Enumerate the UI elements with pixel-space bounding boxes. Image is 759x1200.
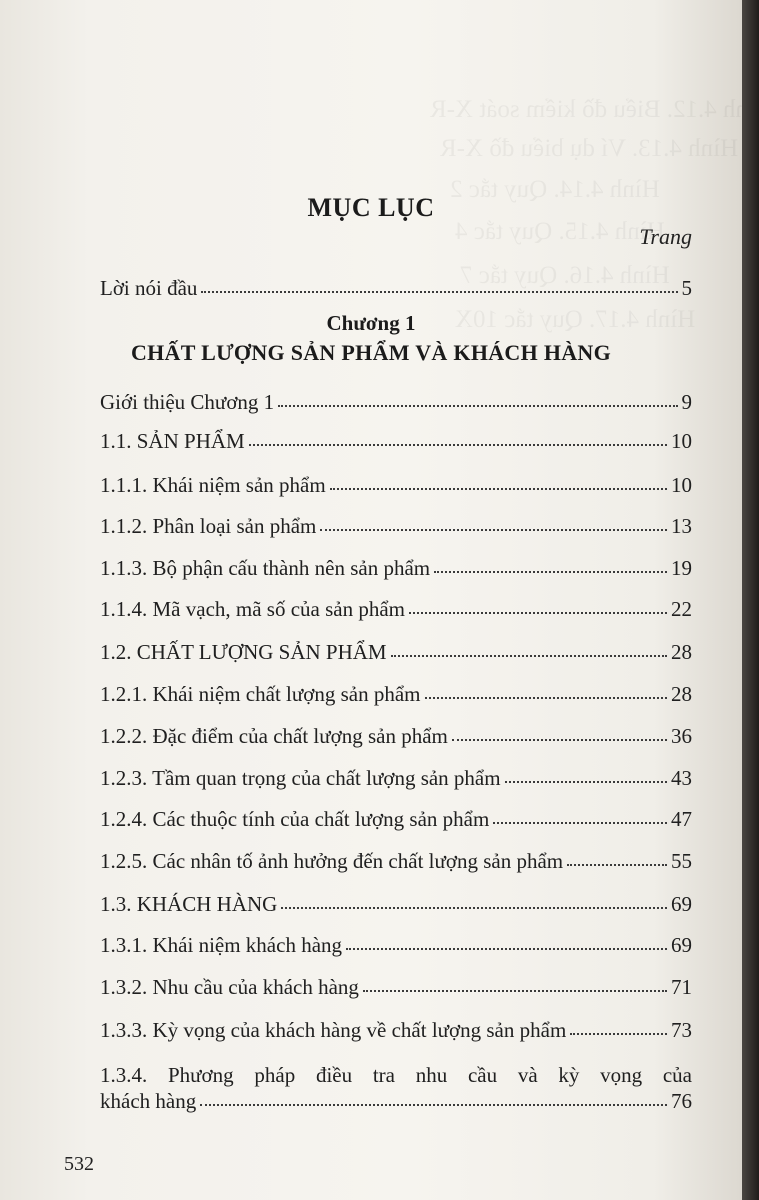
toc-entry-page: 69: [671, 933, 692, 957]
toc-entry-page: 13: [671, 514, 692, 538]
toc-entry: [100, 891, 692, 917]
toc-entry-text: 1.3.3. Kỳ vọng của khách hàng về chất lượng sản phẩm: [100, 1018, 567, 1042]
toc-entry-page: 19: [671, 556, 692, 580]
toc-entry-text: 1.1.4. Mã vạch, mã số của sản phẩm: [100, 597, 406, 621]
dot-leader: [505, 777, 667, 783]
page-number: 532: [64, 1153, 94, 1175]
dot-leader: [567, 860, 667, 866]
show-through-line: [440, 135, 738, 163]
dot-leader: [346, 944, 667, 950]
toc-entry-text: Giới thiệu Chương 1: [100, 390, 275, 414]
toc-entry-wrapped-line: 1.3.4. Phương pháp điều tra nhu cầu và kỳ vọng của: [100, 1063, 692, 1087]
toc-entry: [100, 681, 692, 707]
toc-entry: [100, 428, 692, 454]
toc-entry: [100, 848, 692, 874]
toc-entry-page: 55: [671, 849, 692, 873]
dot-leader: [570, 1029, 667, 1035]
toc-entry: [100, 513, 692, 539]
dot-leader: [330, 484, 667, 490]
dot-leader: [201, 287, 677, 293]
toc-entry-text: 1.2.5. Các nhân tố ảnh hưởng đến chất lượng sản phẩm: [100, 849, 564, 873]
toc-entry-text: 1.1. SẢN PHẨM: [100, 429, 245, 453]
toc-entry-page: 71: [671, 975, 692, 999]
toc-entry: [100, 639, 692, 665]
dot-leader: [278, 401, 677, 407]
toc-entry-intro: [100, 275, 692, 301]
chapter-title: CHẤT LƯỢNG SẢN PHẨM VÀ KHÁCH HÀNG: [130, 340, 612, 365]
dot-leader: [493, 818, 667, 824]
dot-leader: [363, 986, 667, 992]
toc-entry-text: 1.3. KHÁCH HÀNG: [100, 892, 278, 916]
toc-entry-text: 1.2.3. Tầm quan trọng của chất lượng sản phẩm: [100, 766, 501, 790]
toc-entry-text: 1.2.2. Đặc điểm của chất lượng sản phẩm: [100, 724, 448, 748]
toc-entry: [100, 765, 692, 791]
page-column-label: Trang: [639, 224, 692, 249]
toc-entry-text: 1.1.3. Bộ phận cấu thành nên sản phẩm: [100, 556, 431, 580]
toc-entry-page: 36: [671, 724, 692, 748]
toc-entry-page: 9: [681, 390, 692, 414]
dot-leader: [434, 567, 667, 573]
toc-entry-text: 1.3.2. Nhu cầu của khách hàng: [100, 975, 359, 999]
book-edge: [742, 0, 759, 1200]
toc-entry: [100, 723, 692, 749]
toc-entry-page: 47: [671, 807, 692, 831]
toc-entry-page: 69: [671, 892, 692, 916]
toc-entry: [100, 1017, 692, 1043]
toc-entry: [100, 806, 692, 832]
dot-leader: [409, 608, 667, 614]
toc-entry-page: 28: [671, 682, 692, 706]
toc-entry-text: 1.3.1. Khái niệm khách hàng: [100, 933, 343, 957]
dot-leader: [425, 693, 667, 699]
toc-entry-text: 1.2.4. Các thuộc tính của chất lượng sản phẩm: [100, 807, 490, 831]
chapter-number: Chương 1: [326, 311, 416, 335]
toc-entry: [100, 389, 692, 415]
toc-entry-page: 43: [671, 766, 692, 790]
toc-entry-text: 1.1.2. Phân loại sản phẩm: [100, 514, 317, 538]
toc-entry-page: 28: [671, 640, 692, 664]
toc-entry: [100, 932, 692, 958]
toc-entry: [100, 596, 692, 622]
dot-leader: [391, 651, 667, 657]
toc-entry-page: 5: [681, 276, 692, 300]
toc-entry-page: 76: [671, 1089, 692, 1113]
toc-entry-last: [100, 1088, 692, 1114]
toc-entry-page: 73: [671, 1018, 692, 1042]
toc-entry-text: 1.1.1. Khái niệm sản phẩm: [100, 473, 326, 497]
toc-entry-text: khách hàng: [100, 1089, 197, 1113]
toc-entry-page: 10: [671, 473, 692, 497]
dot-leader: [320, 525, 667, 531]
dot-leader: [249, 440, 667, 446]
toc-entry: [100, 555, 692, 581]
page-title: MỤC LỤC: [307, 193, 435, 222]
dot-leader: [452, 735, 667, 741]
dot-leader: [200, 1100, 667, 1106]
toc-entry: [100, 974, 692, 1000]
toc-entry-text: 1.2.1. Khái niệm chất lượng sản phẩm: [100, 682, 421, 706]
toc-entry-page: 10: [671, 429, 692, 453]
dot-leader: [281, 903, 667, 909]
toc-entry: [100, 472, 692, 498]
toc-entry-text: Lời nói đầu: [100, 276, 198, 300]
toc-entry-page: 22: [671, 597, 692, 621]
toc-entry-text: 1.2. CHẤT LƯỢNG SẢN PHẨM: [100, 640, 387, 664]
show-through-line: [430, 96, 742, 124]
